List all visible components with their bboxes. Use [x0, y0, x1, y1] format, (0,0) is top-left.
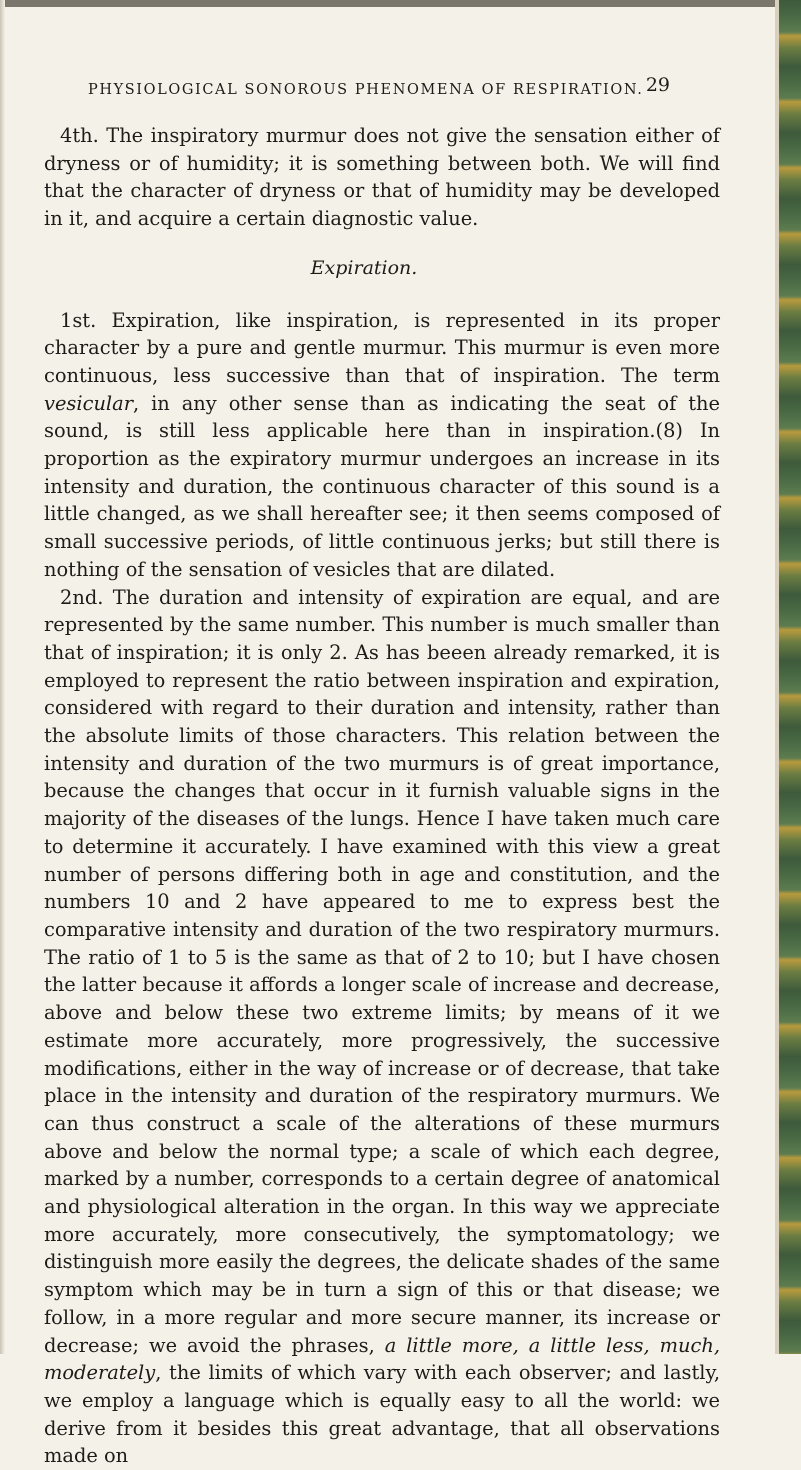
book-page: [44, 70, 764, 1470]
page-left-edge: [0, 0, 5, 1354]
page-top-shadow: [0, 0, 801, 7]
page-number: 29: [645, 74, 670, 96]
paragraph-2nd-italic-phrase: a little more, a little less, much, moderately: [44, 1333, 720, 1385]
paragraph-1st-text-b: , in any other sense than as indicating the seat of the sound, is still less applicable here than in inspiration.(8) In proportion as the expiratory murmur undergoes an increase in its intensity and duration, the continuous character of this sound is a little changed, as we shall hereafter see; it then seems composed of small successive periods, of little continuous jerks; but still there is nothing of the sensation of vesicles that are dilated.: [44, 391, 720, 581]
paragraph-4th: 4th. The inspiratory murmur does not give the sensation either of dryness or of humidity; it is something between both. We will find that the character of dryness or that of humidity may be developed in it, and acquire a certain diagnostic value.: [44, 124, 720, 231]
paragraph-2nd-text-a: 2nd. The duration and intensity of expiration are equal, and are represented by the same number. This number is much smaller than that of inspiration; it is only 2. As has beeen already remarked, it is employed to represent the ratio between inspiration and expiration, considered with regard to their duration and intensity, rather than the absolute limits of those characters. This relation between the intensity and duration of the two murmurs is of great importance, because the changes that occur in it furnish valuable signs in the majority of the diseases of the lungs. Hence I have taken much care to determine it accurately. I have examined with this view a great number of persons differing both in age and constitution, and the numbers 10 and 2 have appeared to me to express best the comparative intensity and duration of the two respiratory murmurs. The ratio of 1 to 5 is the same as that of 2 to 10; but I have chosen the latter because it affords a longer scale of increase and decrease, above and below these two extreme limits; by means of it we estimate more accurately, more progressively, the successive modifications, either in the way of increase or of decrease, that take place in the intensity and duration of the respiratory murmurs. We can thus construct a scale of the alterations of these murmurs above and below the normal type; a scale of which each degree, marked by a number, corresponds to a certain degree of anatomical and physiological alteration in the organ. In this way we appreciate more accurately, more consecutively, the symptomatology; we distinguish more easily the degrees, the delicate shades of the same symptom which may be in turn a sign of this or that disease; we follow, in a more regular and more secure manner, its increase or decrease; we avoid the phrases,: [44, 585, 720, 1357]
paragraph-2nd: [44, 584, 720, 1470]
body-text: [44, 122, 720, 1470]
paragraph-1st-italic-term: vesicular: [44, 391, 133, 415]
section-heading-expiration: Expiration.: [310, 256, 418, 279]
paragraph-1st-text-a: 1st. Expiration, like inspiration, is represented in its proper character by a pure and gentle murmur. This murmur is even more continuous, less successive than that of inspiration. The term: [44, 308, 720, 387]
running-head-title: PHYSIOLOGICAL SONOROUS PHENOMENA OF RESPIRATION.: [88, 82, 644, 98]
running-head: [44, 70, 764, 96]
paragraph-1st: [44, 307, 720, 584]
paragraph-2nd-text-b: , the limits of which vary with each observer; and lastly, we employ a language which is equally easy to all the world: we derive from it besides this great advantage, that all observations made on: [44, 1361, 720, 1468]
binding-strip: [779, 0, 801, 1354]
